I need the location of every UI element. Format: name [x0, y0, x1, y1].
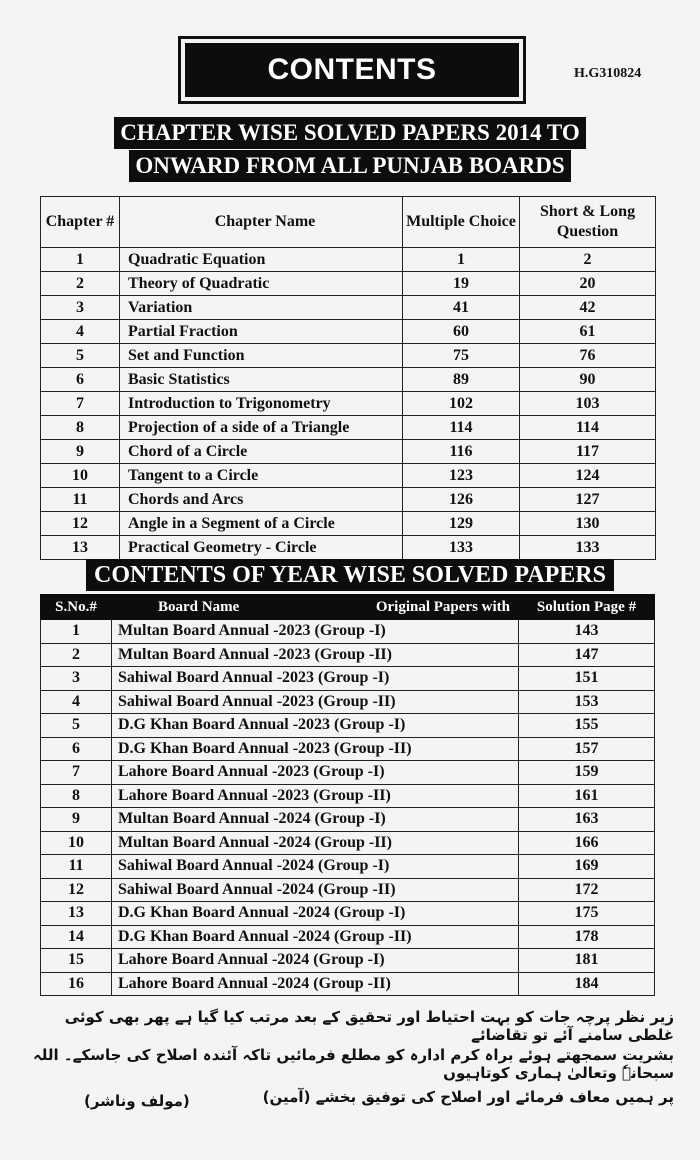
- multiple-choice-page: 129: [403, 512, 520, 536]
- serial-number: 5: [41, 714, 112, 738]
- serial-number: 15: [41, 949, 112, 973]
- year-row: [41, 972, 655, 996]
- multiple-choice-page: 19: [403, 272, 520, 296]
- chapter-number: 4: [41, 320, 120, 344]
- chapter-number: 12: [41, 512, 120, 536]
- short-long-page: 76: [520, 344, 656, 368]
- chapter-row: [41, 488, 656, 512]
- board-name: Lahore Board Annual -2023 (Group -I): [112, 761, 519, 785]
- chapter-number: 2: [41, 272, 120, 296]
- solution-page: 181: [519, 949, 655, 973]
- year-row: [41, 949, 655, 973]
- board-name: D.G Khan Board Annual -2024 (Group -II): [112, 925, 519, 949]
- multiple-choice-page: 75: [403, 344, 520, 368]
- header-board-name: Board Name: [158, 598, 240, 615]
- solution-page: 155: [519, 714, 655, 738]
- multiple-choice-page: 1: [403, 248, 520, 272]
- short-long-page: 2: [520, 248, 656, 272]
- chapter-row: [41, 368, 656, 392]
- header-board: [112, 595, 519, 620]
- multiple-choice-page: 133: [403, 536, 520, 560]
- chapter-number: 5: [41, 344, 120, 368]
- serial-number: 1: [41, 620, 112, 644]
- year-row: [41, 902, 655, 926]
- solution-page: 169: [519, 855, 655, 879]
- chapter-name: Introduction to Trigonometry: [120, 392, 403, 416]
- solution-page: 163: [519, 808, 655, 832]
- board-name: Multan Board Annual -2023 (Group -II): [112, 643, 519, 667]
- board-name: Multan Board Annual -2024 (Group -I): [112, 808, 519, 832]
- short-long-page: 114: [520, 416, 656, 440]
- urdu-note-line1: زیر نظر پرچہ جات کو بہت احتیاط اور تحقیق کے بعد مرتب کیا گیا ہے پھر بھی کوئی غلطی سامنے آئے تو تقاضائے: [64, 1008, 674, 1044]
- chapter-name: Chord of a Circle: [120, 440, 403, 464]
- board-name: Sahiwal Board Annual -2024 (Group -II): [112, 878, 519, 902]
- serial-number: 10: [41, 831, 112, 855]
- serial-number: 8: [41, 784, 112, 808]
- chapter-name: Partial Fraction: [120, 320, 403, 344]
- chapter-name: Set and Function: [120, 344, 403, 368]
- header-chapter-num: Chapter #: [41, 197, 120, 248]
- board-name: D.G Khan Board Annual -2023 (Group -II): [112, 737, 519, 761]
- chapter-number: 3: [41, 296, 120, 320]
- chapter-row: [41, 272, 656, 296]
- solution-page: 153: [519, 690, 655, 714]
- chapter-row: [41, 464, 656, 488]
- chapter-row: [41, 320, 656, 344]
- serial-number: 9: [41, 808, 112, 832]
- board-name: Sahiwal Board Annual -2024 (Group -I): [112, 855, 519, 879]
- year-row: [41, 737, 655, 761]
- year-row: [41, 784, 655, 808]
- serial-number: 16: [41, 972, 112, 996]
- chapter-number: 1: [41, 248, 120, 272]
- header-short-long: Short & Long Question: [520, 197, 656, 248]
- chapter-row: [41, 296, 656, 320]
- solution-page: 184: [519, 972, 655, 996]
- contents-title-box: [178, 36, 526, 104]
- serial-number: 2: [41, 643, 112, 667]
- chapter-number: 13: [41, 536, 120, 560]
- chapter-name: Projection of a side of a Triangle: [120, 416, 403, 440]
- chapter-row: [41, 248, 656, 272]
- year-banner: CONTENTS OF YEAR WISE SOLVED PAPERS: [0, 559, 700, 591]
- year-row: [41, 620, 655, 644]
- chapter-row: [41, 512, 656, 536]
- solution-page: 151: [519, 667, 655, 691]
- board-name: D.G Khan Board Annual -2024 (Group -I): [112, 902, 519, 926]
- chapter-name: Practical Geometry - Circle: [120, 536, 403, 560]
- solution-page: 143: [519, 620, 655, 644]
- board-name: Multan Board Annual -2024 (Group -II): [112, 831, 519, 855]
- multiple-choice-page: 123: [403, 464, 520, 488]
- solution-page: 157: [519, 737, 655, 761]
- urdu-signature: (مولف وناشر): [84, 1092, 190, 1110]
- chapter-row: [41, 440, 656, 464]
- chapter-row: [41, 392, 656, 416]
- chapter-number: 11: [41, 488, 120, 512]
- solution-page: 166: [519, 831, 655, 855]
- header-chapter-name: Chapter Name: [120, 197, 403, 248]
- multiple-choice-page: 102: [403, 392, 520, 416]
- short-long-page: 42: [520, 296, 656, 320]
- header-original-papers: Original Papers with: [375, 598, 510, 615]
- header-solution-page: Solution Page #: [519, 595, 655, 620]
- short-long-page: 103: [520, 392, 656, 416]
- multiple-choice-page: 89: [403, 368, 520, 392]
- chapter-name: Variation: [120, 296, 403, 320]
- year-table: [40, 594, 655, 996]
- serial-number: 6: [41, 737, 112, 761]
- chapter-name: Basic Statistics: [120, 368, 403, 392]
- contents-title: CONTENTS: [185, 43, 519, 97]
- chapter-table-header: [41, 197, 656, 248]
- board-name: Multan Board Annual -2023 (Group -I): [112, 620, 519, 644]
- short-long-page: 124: [520, 464, 656, 488]
- multiple-choice-page: 126: [403, 488, 520, 512]
- solution-page: 178: [519, 925, 655, 949]
- chapter-number: 10: [41, 464, 120, 488]
- solution-page: 147: [519, 643, 655, 667]
- solution-page: 159: [519, 761, 655, 785]
- serial-number: 14: [41, 925, 112, 949]
- year-row: [41, 878, 655, 902]
- solution-page: 175: [519, 902, 655, 926]
- board-name: Sahiwal Board Annual -2023 (Group -I): [112, 667, 519, 691]
- header-multiple-choice: Multiple Choice: [403, 197, 520, 248]
- year-table-header: [41, 595, 655, 620]
- chapter-banner-line1: CHAPTER WISE SOLVED PAPERS 2014 TO: [0, 117, 700, 149]
- chapter-row: [41, 416, 656, 440]
- chapter-number: 9: [41, 440, 120, 464]
- short-long-page: 133: [520, 536, 656, 560]
- board-name: D.G Khan Board Annual -2023 (Group -I): [112, 714, 519, 738]
- urdu-note-line3: پر ہمیں معاف فرمائے اور اصلاح کی توفیق بخشے (آمین): [262, 1088, 674, 1106]
- document-code: H.G310824: [574, 66, 642, 81]
- multiple-choice-page: 116: [403, 440, 520, 464]
- chapter-name: Chords and Arcs: [120, 488, 403, 512]
- chapter-name: Theory of Quadratic: [120, 272, 403, 296]
- year-row: [41, 831, 655, 855]
- serial-number: 12: [41, 878, 112, 902]
- year-row: [41, 925, 655, 949]
- board-name: Lahore Board Annual -2024 (Group -I): [112, 949, 519, 973]
- chapter-name: Quadratic Equation: [120, 248, 403, 272]
- short-long-page: 61: [520, 320, 656, 344]
- board-name: Sahiwal Board Annual -2023 (Group -II): [112, 690, 519, 714]
- multiple-choice-page: 114: [403, 416, 520, 440]
- chapter-number: 7: [41, 392, 120, 416]
- short-long-page: 130: [520, 512, 656, 536]
- short-long-page: 117: [520, 440, 656, 464]
- multiple-choice-page: 60: [403, 320, 520, 344]
- chapter-number: 8: [41, 416, 120, 440]
- chapter-number: 6: [41, 368, 120, 392]
- chapter-row: [41, 536, 656, 560]
- board-name: Lahore Board Annual -2023 (Group -II): [112, 784, 519, 808]
- solution-page: 161: [519, 784, 655, 808]
- serial-number: 3: [41, 667, 112, 691]
- chapter-table: [40, 196, 656, 560]
- short-long-page: 90: [520, 368, 656, 392]
- year-row: [41, 761, 655, 785]
- solution-page: 172: [519, 878, 655, 902]
- multiple-choice-page: 41: [403, 296, 520, 320]
- chapter-row: [41, 344, 656, 368]
- year-row: [41, 714, 655, 738]
- short-long-page: 20: [520, 272, 656, 296]
- serial-number: 13: [41, 902, 112, 926]
- year-row: [41, 690, 655, 714]
- header-serial-num: S.No.#: [41, 595, 112, 620]
- year-row: [41, 667, 655, 691]
- year-row: [41, 808, 655, 832]
- serial-number: 7: [41, 761, 112, 785]
- chapter-name: Angle in a Segment of a Circle: [120, 512, 403, 536]
- chapter-name: Tangent to a Circle: [120, 464, 403, 488]
- serial-number: 4: [41, 690, 112, 714]
- board-name: Lahore Board Annual -2024 (Group -II): [112, 972, 519, 996]
- short-long-page: 127: [520, 488, 656, 512]
- serial-number: 11: [41, 855, 112, 879]
- year-row: [41, 855, 655, 879]
- urdu-note-line2: بشریت سمجھتے ہوئے براہ کرم ادارہ کو مطلع فرمائیں تاکہ آئندہ اصلاح کی جاسکے۔ اللہ سبحانہٗ وتعالیٰ ہماری کوتاہیوں: [32, 1046, 674, 1082]
- year-row: [41, 643, 655, 667]
- chapter-banner-line2: ONWARD FROM ALL PUNJAB BOARDS: [0, 150, 700, 182]
